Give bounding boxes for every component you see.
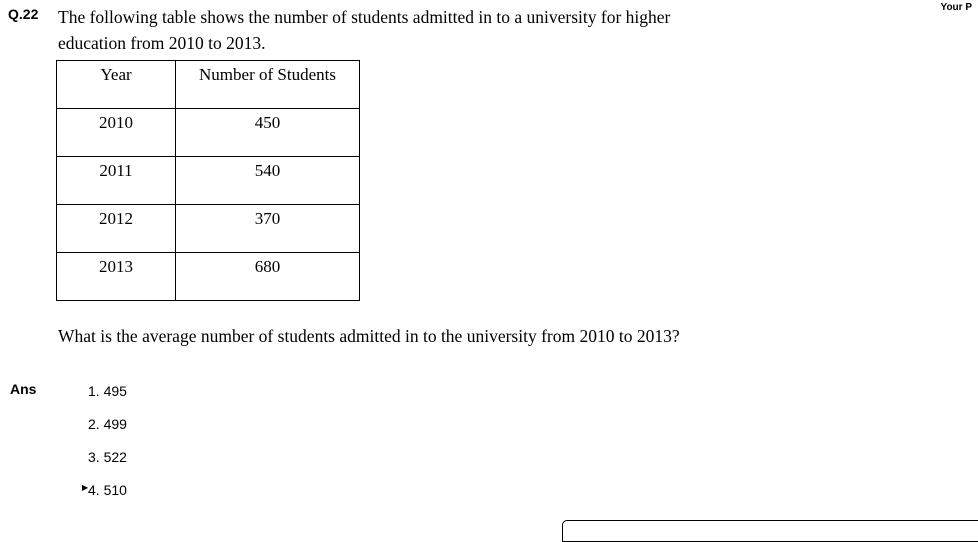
question-text: The following table shows the number of students admitted in to a university for higher education from 2010 to 2013.: [58, 7, 671, 53]
table-row: [57, 109, 360, 157]
year-cell: 2013: [57, 253, 176, 301]
header-cell: Number of Students: [176, 61, 360, 109]
option-3[interactable]: 3. 522: [88, 449, 127, 465]
students-table: [56, 60, 360, 301]
answer-options: [82, 383, 127, 515]
year-cell: 2012: [57, 205, 176, 253]
bottom-panel: [562, 520, 978, 542]
year-cell: 2011: [57, 157, 176, 205]
count-cell: 450: [176, 109, 360, 157]
corner-label: Your P: [940, 2, 972, 13]
table-row: [57, 157, 360, 205]
header-cell: Year: [57, 61, 176, 109]
count-cell: 680: [176, 253, 360, 301]
table-row: [57, 205, 360, 253]
year-cell: 2010: [57, 109, 176, 157]
count-cell: 540: [176, 157, 360, 205]
table-row: [57, 253, 360, 301]
option-4-label: 4. 510: [88, 482, 127, 498]
option-4[interactable]: [82, 482, 127, 515]
selected-marker-icon: ▶: [82, 483, 89, 492]
option-1[interactable]: 1. 495: [88, 383, 127, 399]
question-number: Q.22: [8, 6, 39, 22]
option-2[interactable]: 2. 499: [88, 416, 127, 432]
answer-label: Ans: [10, 381, 37, 397]
count-cell: 370: [176, 205, 360, 253]
sub-question-text: What is the average number of students admitted in to the university from 2010 to 2013?: [58, 326, 680, 346]
table-header-row: [57, 61, 360, 109]
